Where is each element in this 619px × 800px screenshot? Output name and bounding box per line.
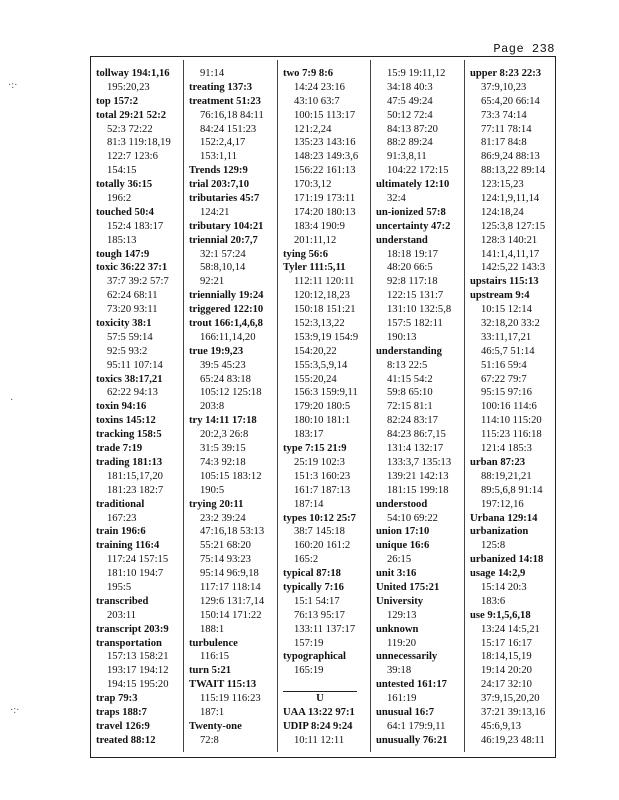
index-reference: 181:15 199:18 bbox=[387, 484, 449, 496]
index-reference: 32:1 57:24 bbox=[200, 248, 246, 260]
index-term: triennial 20:7,7 bbox=[189, 234, 258, 246]
index-term: trade 7:19 bbox=[96, 443, 143, 455]
index-term: types 10:12 25:7 bbox=[283, 512, 356, 524]
index-term: Urbana 129:14 bbox=[470, 512, 538, 524]
index-reference: 76:13 95:17 bbox=[294, 609, 345, 621]
index-reference: 32:4 bbox=[387, 193, 406, 205]
index-term: total 29:21 52:2 bbox=[96, 109, 167, 121]
index-term: toxin 94:16 bbox=[96, 401, 147, 413]
index-reference: 84:13 87:20 bbox=[387, 123, 438, 135]
index-reference: 26:15 bbox=[387, 554, 412, 566]
index-reference: 73:3 74:14 bbox=[481, 109, 527, 121]
index-reference: 43:10 63:7 bbox=[294, 95, 340, 107]
index-term: understood bbox=[376, 498, 428, 510]
index-term: transportation bbox=[96, 637, 162, 649]
index-column-5 bbox=[470, 67, 545, 748]
index-term: type 7:15 21:9 bbox=[283, 443, 347, 455]
section-rule bbox=[283, 678, 357, 692]
index-term: toxins 145:12 bbox=[96, 415, 156, 427]
index-reference: 183:17 bbox=[294, 429, 324, 441]
index-reference: 156:3 159:9,11 bbox=[294, 387, 358, 399]
index-column-4 bbox=[376, 67, 451, 748]
index-term: urbanized 14:18 bbox=[470, 554, 544, 566]
index-reference: 128:3 140:21 bbox=[481, 234, 538, 246]
index-reference: 165:2 bbox=[294, 554, 319, 566]
index-reference: 67:22 79:7 bbox=[481, 373, 527, 385]
index-reference: 190:5 bbox=[200, 484, 225, 496]
index-term: top 157:2 bbox=[96, 95, 139, 107]
index-term: tributary 104:21 bbox=[189, 220, 264, 232]
index-reference: 74:3 92:18 bbox=[200, 456, 246, 468]
index-reference: 125:3,8 127:15 bbox=[481, 220, 546, 232]
index-reference: 174:20 180:13 bbox=[294, 206, 356, 218]
index-reference: 188:1 bbox=[200, 623, 225, 635]
index-reference: 170:3,12 bbox=[294, 179, 332, 191]
index-term: transcript 203:9 bbox=[96, 623, 169, 635]
index-column-2 bbox=[189, 67, 264, 748]
index-reference: 34:18 40:3 bbox=[387, 81, 433, 93]
index-term: trial 203:7,10 bbox=[189, 179, 250, 191]
index-reference: 18:18 19:17 bbox=[387, 248, 438, 260]
index-reference: 179:20 180:5 bbox=[294, 401, 351, 413]
index-term: touched 50:4 bbox=[96, 206, 154, 218]
index-term: usage 14:2,9 bbox=[470, 568, 526, 580]
index-term: uncertainty 47:2 bbox=[376, 220, 451, 232]
index-term: tracking 158:5 bbox=[96, 429, 162, 441]
index-reference: 54:10 69:22 bbox=[387, 512, 438, 524]
index-reference: 133:3,7 135:13 bbox=[387, 456, 452, 468]
index-term: urbanization bbox=[470, 526, 529, 538]
index-reference: 47:5 49:24 bbox=[387, 95, 433, 107]
index-term: traps 188:7 bbox=[96, 706, 147, 718]
index-reference: 15:9 19:11,12 bbox=[387, 68, 446, 79]
index-reference: 19:14 20:20 bbox=[481, 665, 532, 677]
index-reference: 55:21 68:20 bbox=[200, 540, 251, 552]
index-reference: 10:11 12:11 bbox=[294, 734, 345, 746]
index-reference: 124:1,9,11,14 bbox=[481, 193, 540, 205]
index-reference: 104:22 172:15 bbox=[387, 165, 449, 177]
index-reference: 39:18 bbox=[387, 665, 412, 677]
index-term: tollway 194:1,16 bbox=[96, 68, 170, 79]
index-reference: 181:23 182:7 bbox=[107, 484, 164, 496]
index-reference: 124:18,24 bbox=[481, 206, 524, 218]
index-term: trying 20:11 bbox=[189, 498, 244, 510]
index-reference: 46:19,23 48:11 bbox=[481, 734, 545, 746]
index-reference: 196:2 bbox=[107, 193, 132, 205]
index-term: try 14:11 17:18 bbox=[189, 415, 257, 427]
scan-mark: ·:· bbox=[8, 80, 18, 91]
index-reference: 121:4 185:3 bbox=[481, 443, 532, 455]
index-reference: 141:1,4,11,17 bbox=[481, 248, 540, 260]
index-reference: 153:1,11 bbox=[200, 151, 237, 163]
index-reference: 181:10 194:7 bbox=[107, 568, 164, 580]
index-reference: 41:15 54:2 bbox=[387, 373, 433, 385]
index-reference: 155:20,24 bbox=[294, 373, 337, 385]
index-reference: 84:23 86:7,15 bbox=[387, 429, 446, 441]
index-reference: 62:22 94:13 bbox=[107, 387, 158, 399]
index-reference: 195:20,23 bbox=[107, 81, 150, 93]
index-term: tying 56:6 bbox=[283, 248, 329, 260]
index-term: ultimately 12:10 bbox=[376, 179, 450, 191]
index-term: use 9:1,5,6,18 bbox=[470, 609, 531, 621]
column-divider bbox=[370, 60, 371, 752]
index-reference: 148:23 149:3,6 bbox=[294, 151, 359, 163]
index-reference: 195:5 bbox=[107, 581, 132, 593]
index-term: typographical bbox=[283, 651, 346, 663]
index-reference: 183:4 190:9 bbox=[294, 220, 345, 232]
index-reference: 37:9,15,20,20 bbox=[481, 693, 540, 705]
scan-mark: ·:· bbox=[10, 705, 20, 716]
index-reference: 121:2,24 bbox=[294, 123, 332, 135]
index-reference: 82:24 83:17 bbox=[387, 415, 438, 427]
index-reference: 73:20 93:11 bbox=[107, 304, 158, 316]
index-reference: 142:5,22 143:3 bbox=[481, 262, 546, 274]
index-reference: 81:17 84:8 bbox=[481, 137, 527, 149]
index-reference: 167:23 bbox=[107, 512, 137, 524]
index-reference: 152:2,4,17 bbox=[200, 137, 246, 149]
index-term: treating 137:3 bbox=[189, 81, 253, 93]
index-term: TWAIT 115:13 bbox=[189, 679, 257, 691]
index-reference: 33:11,17,21 bbox=[481, 331, 532, 343]
index-reference: 187:1 bbox=[200, 706, 225, 718]
index-term: union 17:10 bbox=[376, 526, 430, 538]
index-term: Twenty-one bbox=[189, 720, 242, 732]
index-term: Tyler 111:5,11 bbox=[283, 262, 346, 274]
index-reference: 51:16 59:4 bbox=[481, 359, 527, 371]
index-reference: 23:2 39:24 bbox=[200, 512, 246, 524]
index-reference: 129:6 131:7,14 bbox=[200, 595, 265, 607]
index-term: toxic 36:22 37:1 bbox=[96, 262, 168, 274]
column-divider bbox=[183, 60, 184, 752]
page-number: Page 238 bbox=[493, 42, 555, 56]
index-reference: 72:8 bbox=[200, 734, 219, 746]
column-divider bbox=[277, 60, 278, 752]
index-reference: 39:5 45:23 bbox=[200, 359, 246, 371]
index-reference: 119:20 bbox=[387, 637, 417, 649]
index-term: upstairs 115:13 bbox=[470, 276, 539, 288]
index-reference: 37:9,10,23 bbox=[481, 81, 527, 93]
index-reference: 150:14 171:22 bbox=[200, 609, 262, 621]
index-reference: 86:9,24 88:13 bbox=[481, 151, 540, 163]
index-term: treated 88:12 bbox=[96, 734, 156, 746]
index-term: unnecessarily bbox=[376, 651, 438, 663]
index-term: unit 3:16 bbox=[376, 568, 417, 580]
index-term: typically 7:16 bbox=[283, 581, 344, 593]
index-reference: 14:24 23:16 bbox=[294, 81, 345, 93]
index-reference: 65:4,20 66:14 bbox=[481, 95, 540, 107]
index-column-3 bbox=[283, 67, 358, 748]
index-reference: 152:4 183:17 bbox=[107, 220, 164, 232]
index-term: unique 16:6 bbox=[376, 540, 430, 552]
index-term: University bbox=[376, 595, 424, 607]
index-reference: 187:14 bbox=[294, 498, 324, 510]
index-reference: 150:18 151:21 bbox=[294, 304, 356, 316]
index-reference: 114:10 115:20 bbox=[481, 415, 542, 427]
index-term: tributaries 45:7 bbox=[189, 193, 260, 205]
index-term: two 7:9 8:6 bbox=[283, 68, 334, 79]
index-reference: 62:24 68:11 bbox=[107, 290, 158, 302]
index-term: Trends 129:9 bbox=[189, 165, 248, 177]
index-reference: 13:24 14:5,21 bbox=[481, 623, 540, 635]
index-reference: 183:6 bbox=[481, 595, 506, 607]
index-reference: 125:8 bbox=[481, 540, 506, 552]
index-reference: 91:14 bbox=[200, 68, 225, 79]
index-reference: 193:17 194:12 bbox=[107, 665, 169, 677]
index-reference: 18:14,15,19 bbox=[481, 651, 532, 663]
index-reference: 133:11 137:17 bbox=[294, 623, 356, 635]
section-letter-heading: U bbox=[316, 693, 324, 705]
index-reference: 100:16 114:6 bbox=[481, 401, 537, 413]
index-term: triggered 122:10 bbox=[189, 304, 264, 316]
index-term: typical 87:18 bbox=[283, 568, 341, 580]
index-term: un-ionized 57:8 bbox=[376, 206, 446, 218]
index-reference: 65:24 83:18 bbox=[200, 373, 251, 385]
index-term: unknown bbox=[376, 623, 419, 635]
index-term: train 196:6 bbox=[96, 526, 146, 538]
index-term: understand bbox=[376, 234, 428, 246]
index-term: travel 126:9 bbox=[96, 720, 150, 732]
index-reference: 135:23 143:16 bbox=[294, 137, 356, 149]
index-reference: 185:13 bbox=[107, 234, 137, 246]
index-term: upper 8:23 22:3 bbox=[470, 68, 542, 79]
index-reference: 180:10 181:1 bbox=[294, 415, 351, 427]
index-term: toxicity 38:1 bbox=[96, 318, 152, 330]
index-reference: 116:15 bbox=[200, 651, 230, 663]
index-reference: 131:10 132:5,8 bbox=[387, 304, 452, 316]
index-reference: 120:12,18,23 bbox=[294, 290, 350, 302]
index-reference: 190:13 bbox=[387, 331, 417, 343]
column-divider bbox=[464, 60, 465, 752]
index-reference: 95:15 97:16 bbox=[481, 387, 532, 399]
index-reference: 160:20 161:2 bbox=[294, 540, 351, 552]
index-reference: 171:19 173:11 bbox=[294, 193, 356, 205]
index-reference: 156:22 161:13 bbox=[294, 165, 356, 177]
index-reference: 105:15 183:12 bbox=[200, 470, 262, 482]
index-term: trap 79:3 bbox=[96, 693, 138, 705]
index-reference: 95:14 96:9,18 bbox=[200, 568, 259, 580]
index-term: untested 161:17 bbox=[376, 679, 447, 691]
index-term: training 116:4 bbox=[96, 540, 160, 552]
index-reference: 157:5 182:11 bbox=[387, 318, 443, 330]
index-reference: 89:5,6,8 91:14 bbox=[481, 484, 543, 496]
index-reference: 77:11 78:14 bbox=[481, 123, 532, 135]
index-reference: 153:9,19 154:9 bbox=[294, 331, 359, 343]
index-term: true 19:9,23 bbox=[189, 345, 244, 357]
index-reference: 117:17 118:14 bbox=[200, 581, 261, 593]
index-reference: 157:19 bbox=[294, 637, 324, 649]
index-reference: 100:15 113:17 bbox=[294, 109, 356, 121]
index-reference: 64:1 179:9,11 bbox=[387, 720, 446, 732]
index-reference: 151:3 160:23 bbox=[294, 470, 351, 482]
index-reference: 76:16,18 84:11 bbox=[200, 109, 264, 121]
index-reference: 24:17 32:10 bbox=[481, 679, 532, 691]
index-term: United 175:21 bbox=[376, 581, 440, 593]
index-reference: 38:7 145:18 bbox=[294, 526, 345, 538]
index-reference: 203:8 bbox=[200, 401, 225, 413]
index-reference: 123:15,23 bbox=[481, 179, 524, 191]
index-reference: 201:11,12 bbox=[294, 234, 337, 246]
index-reference: 88:19,21,21 bbox=[481, 470, 532, 482]
index-reference: 37:7 39:2 57:7 bbox=[107, 276, 169, 288]
index-reference: 152:3,13,22 bbox=[294, 318, 345, 330]
index-reference: 124:21 bbox=[200, 206, 230, 218]
index-reference: 52:3 72:22 bbox=[107, 123, 153, 135]
index-reference: 181:15,17,20 bbox=[107, 470, 163, 482]
index-reference: 88:2 89:24 bbox=[387, 137, 433, 149]
index-term: traditional bbox=[96, 498, 145, 510]
index-term: trading 181:13 bbox=[96, 456, 163, 468]
index-term: upstream 9:4 bbox=[470, 290, 530, 302]
index-term: toxics 38:17,21 bbox=[96, 373, 163, 385]
index-reference: 122:7 123:6 bbox=[107, 151, 158, 163]
index-reference: 46:5,7 51:14 bbox=[481, 345, 535, 357]
index-reference: 115:23 116:18 bbox=[481, 429, 542, 441]
index-reference: 157:13 158:21 bbox=[107, 651, 169, 663]
index-term: treatment 51:23 bbox=[189, 95, 261, 107]
index-reference: 25:19 102:3 bbox=[294, 456, 345, 468]
index-reference: 48:20 66:5 bbox=[387, 262, 433, 274]
index-term: totally 36:15 bbox=[96, 179, 153, 191]
index-reference: 72:15 81:1 bbox=[387, 401, 433, 413]
index-term: unusually 76:21 bbox=[376, 734, 448, 746]
index-reference: 155:3,5,9,14 bbox=[294, 359, 348, 371]
index-reference: 91:3,8,11 bbox=[387, 151, 427, 163]
index-reference: 20:2,3 26:8 bbox=[200, 429, 249, 441]
index-reference: 154:20,22 bbox=[294, 345, 337, 357]
index-reference: 37:21 39:13,16 bbox=[481, 706, 546, 718]
index-reference: 166:11,14,20 bbox=[200, 331, 256, 343]
index-reference: 92:21 bbox=[200, 276, 225, 288]
index-reference: 131:4 132:17 bbox=[387, 443, 444, 455]
index-reference: 8:13 22:5 bbox=[387, 359, 428, 371]
index-term: understanding bbox=[376, 345, 442, 357]
index-reference: 117:24 157:15 bbox=[107, 554, 169, 566]
index-term: transcribed bbox=[96, 595, 149, 607]
index-reference: 47:16,18 53:13 bbox=[200, 526, 265, 538]
index-reference: 154:15 bbox=[107, 165, 137, 177]
index-reference: 92:5 93:2 bbox=[107, 345, 148, 357]
index-term: unusual 16:7 bbox=[376, 706, 434, 718]
index-term: trout 166:1,4,6,8 bbox=[189, 318, 263, 330]
index-reference: 92:8 117:18 bbox=[387, 276, 438, 288]
index-term: UDIP 8:24 9:24 bbox=[283, 720, 353, 732]
index-reference: 129:13 bbox=[387, 609, 417, 621]
index-reference: 81:3 119:18,19 bbox=[107, 137, 171, 149]
index-reference: 58:8,10,14 bbox=[200, 262, 246, 274]
index-reference: 203:11 bbox=[107, 609, 137, 621]
scan-mark: · bbox=[10, 395, 14, 406]
index-reference: 161:7 187:13 bbox=[294, 484, 351, 496]
index-reference: 194:15 195:20 bbox=[107, 679, 169, 691]
index-reference: 10:15 12:14 bbox=[481, 304, 532, 316]
index-reference: 31:5 39:15 bbox=[200, 443, 246, 455]
index-reference: 15:14 20:3 bbox=[481, 581, 527, 593]
index-column-1 bbox=[96, 67, 171, 748]
index-reference: 105:12 125:18 bbox=[200, 387, 262, 399]
index-reference: 165:19 bbox=[294, 665, 324, 677]
index-reference: 95:11 107:14 bbox=[107, 359, 163, 371]
index-reference: 45:6,9,13 bbox=[481, 720, 522, 732]
index-reference: 139:21 142:13 bbox=[387, 470, 449, 482]
index-term: UAA 13:22 97:1 bbox=[283, 706, 355, 718]
index-reference: 112:11 120:11 bbox=[294, 276, 355, 288]
index-reference: 122:15 131:7 bbox=[387, 290, 444, 302]
index-reference: 161:19 bbox=[387, 693, 417, 705]
index-reference: 15:17 16:17 bbox=[481, 637, 532, 649]
index-reference: 15:1 54:17 bbox=[294, 595, 340, 607]
index-reference: 197:12,16 bbox=[481, 498, 524, 510]
index-reference: 75:14 93:23 bbox=[200, 554, 251, 566]
index-term: tough 147:9 bbox=[96, 248, 150, 260]
index-reference: 84:24 151:23 bbox=[200, 123, 257, 135]
index-term: triennially 19:24 bbox=[189, 290, 264, 302]
index-reference: 115:19 116:23 bbox=[200, 693, 261, 705]
index-term: turbulence bbox=[189, 637, 238, 649]
index-term: urban 87:23 bbox=[470, 456, 526, 468]
index-reference: 50:12 72:4 bbox=[387, 109, 433, 121]
index-reference: 32:18,20 33:2 bbox=[481, 318, 540, 330]
index-reference: 57:5 59:14 bbox=[107, 331, 153, 343]
index-reference: 88:13,22 89:14 bbox=[481, 165, 546, 177]
index-term: turn 5:21 bbox=[189, 665, 232, 677]
index-reference: 59:8 65:10 bbox=[387, 387, 433, 399]
